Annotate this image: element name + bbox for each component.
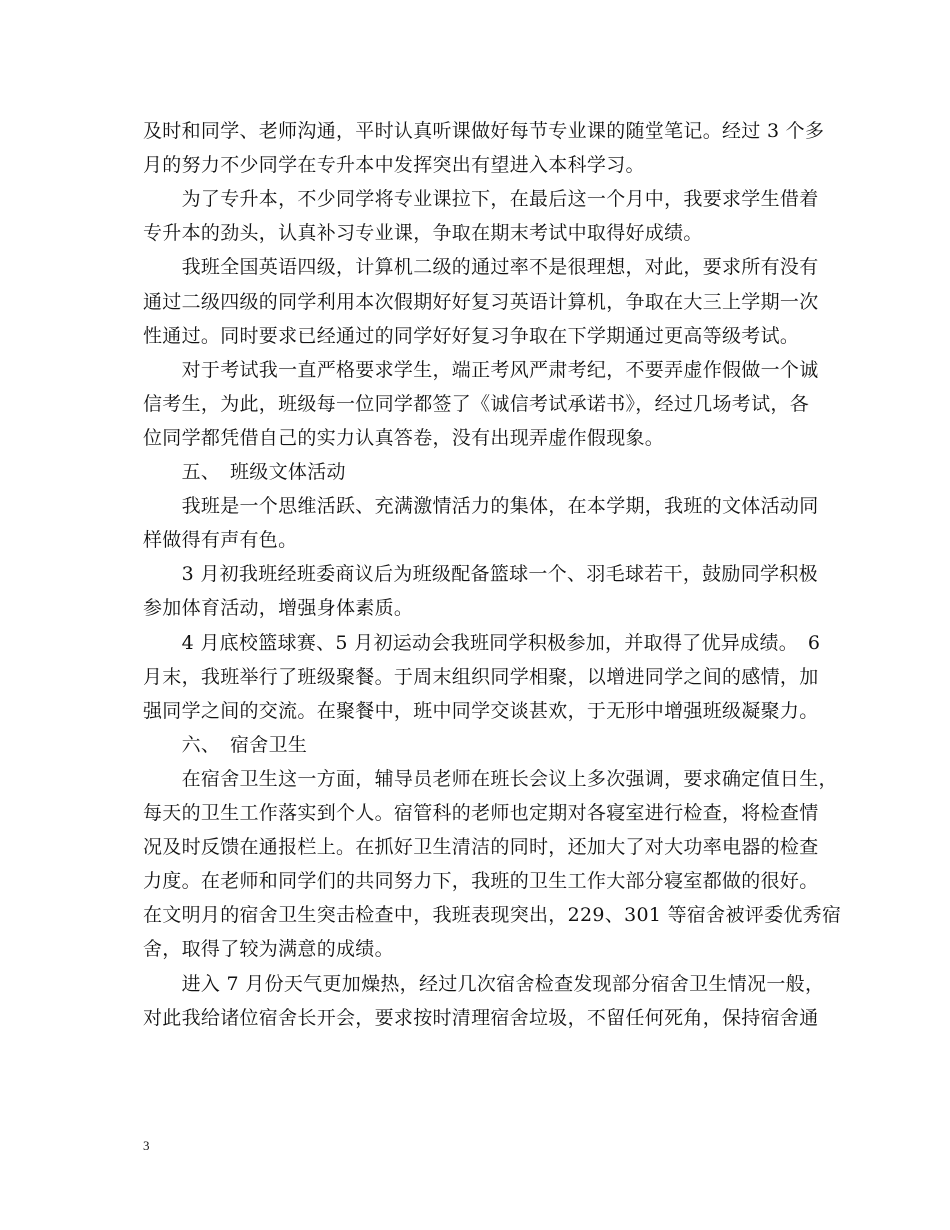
text-line: 五、 班级文体活动 xyxy=(143,461,346,483)
text-line: 信考生，为此，班级每一位同学都签了《诚信考试承诺书》，经过几场考试，各 xyxy=(143,392,810,415)
text-line: 对于考试我一直严格要求学生，端正考风严肃考纪，不要弄虚作假做一个诚 xyxy=(143,358,819,381)
text-line: 在文明月的宿舍卫生突击检查中，我班表现突出，229、301 等宿舍被评委优秀宿 xyxy=(143,904,842,927)
text-line: 我班全国英语四级，计算机二级的通过率不是很理想，对此，要求所有没有 xyxy=(143,256,819,279)
text-line: 舍，取得了较为满意的成绩。 xyxy=(143,938,394,961)
text-line: 参加体育活动，增强身体素质。 xyxy=(143,597,414,620)
text-line: 3 月初我班经班委商议后为班级配备篮球一个、羽毛球若干，鼓励同学积极 xyxy=(143,563,818,586)
text-line: 六、 宿舍卫生 xyxy=(143,733,308,756)
text-line: 对此我给诸位宿舍长开会，要求按时清理宿舍垃圾，不留任何死角，保持宿舍通 xyxy=(143,1006,819,1029)
text-line: 为了专升本，不少同学将专业课拉下，在最后这一个月中，我要求学生借着 xyxy=(143,188,819,211)
text-line: 月末，我班举行了班级聚餐。于周末组织同学相聚，以增进同学之间的感情，加 xyxy=(143,665,819,688)
text-line: 样做得有声有色。 xyxy=(143,529,298,552)
text-line: 专升本的劲头，认真补习专业课，争取在期末考试中取得好成绩。 xyxy=(143,222,703,245)
text-line: 通过二级四级的同学利用本次假期好好复习英语计算机，争取在大三上学期一次 xyxy=(143,290,819,313)
text-line: 4 月底校篮球赛、5 月初运动会我班同学积极参加，并取得了优异成绩。 6 xyxy=(143,631,821,654)
text-line: 月的努力不少同学在专升本中发挥突出有望进入本科学习。 xyxy=(143,154,645,177)
text-line: 况及时反馈在通报栏上。在抓好卫生清洁的同时，还加大了对大功率电器的检查 xyxy=(143,836,819,859)
text-line: 在宿舍卫生这一方面，辅导员老师在班长会议上多次强调，要求确定值日生， xyxy=(143,767,838,790)
text-line: 我班是一个思维活跃、充满激情活力的集体，在本学期，我班的文体活动同 xyxy=(143,495,819,518)
text-line: 每天的卫生工作落实到个人。宿管科的老师也定期对各寝室进行检查，将检查情 xyxy=(143,802,819,824)
text-line: 力度。在老师和同学们的共同努力下，我班的卫生工作大部分寝室都做的很好。 xyxy=(143,870,819,893)
text-line: 强同学之间的交流。在聚餐中，班中同学交谈甚欢，于无形中增强班级凝聚力。 xyxy=(143,699,819,722)
text-line: 性通过。同时要求已经通过的同学好好复习争取在下学期通过更高等级考试。 xyxy=(143,324,800,347)
text-line: 位同学都凭借自己的实力认真答卷，没有出现弄虚作假现象。 xyxy=(143,426,665,449)
text-line: 及时和同学、老师沟通，平时认真听课做好每节专业课的随堂笔记。经过 3 个多 xyxy=(143,120,825,142)
text-line: 进入 7 月份天气更加燥热，经过几次宿舍检查发现部分宿舍卫生情况一般， xyxy=(143,972,825,995)
page-number: 3 xyxy=(143,1138,150,1153)
